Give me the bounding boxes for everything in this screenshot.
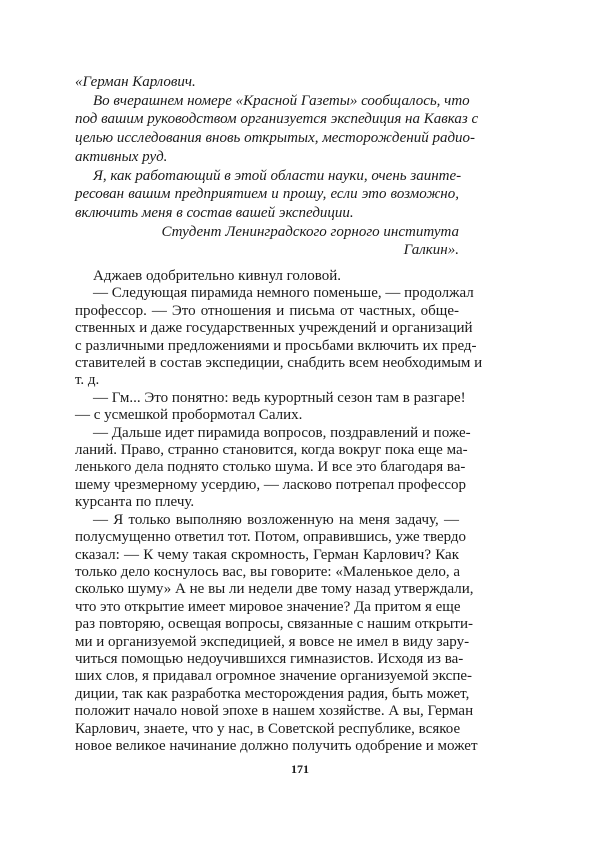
quoted-letter xyxy=(75,73,479,260)
text-line: читься помощью недоучившихся гимназистов. Исходя из ва- xyxy=(75,650,464,667)
text-line: только дело коснулось вас, вы говорите: «Маленькое дело, а xyxy=(75,563,461,580)
text-line: ми и организуемой экспедицией, я вовсе не имел в виду зару- xyxy=(75,633,470,650)
text-line: ланий. Право, странно становится, когда вокруг пока еще ма- xyxy=(75,442,468,459)
text-line: диции, так как разработка месторождения радия, быть может, xyxy=(75,685,470,702)
letter-signature-name: Галкин». xyxy=(403,242,459,259)
text-line: полусмущенно ответил тот. Потом, оправившись, уже твердо xyxy=(75,529,467,546)
letter-line: Я, как работающий в этой области науки, очень заинте- xyxy=(93,167,462,184)
text-line: сказал: — К чему такая скромность, Герман Карлович? Как xyxy=(75,546,459,563)
text-line: курсанта по плечу. xyxy=(75,494,195,511)
text-line: ленького дела поднято столько шума. И все это благодаря ва- xyxy=(75,459,466,476)
text-line: профессор. — Это отношения и письма от частных, обще- xyxy=(75,302,459,319)
text-line: Карлович, знаете, что у нас, в Советской республике, всякое xyxy=(75,720,461,737)
letter-line: Во вчерашнем номере «Красной Газеты» сообщалось, что xyxy=(93,92,470,109)
text-line: ственных и даже государственных учреждений и организаций xyxy=(75,320,473,337)
text-line: новое великое начинание должно получить одобрение и может xyxy=(75,737,478,754)
text-line: раз повторяю, освещая вопросы, связанные с нашим открыти- xyxy=(75,616,473,633)
letter-line: ресован вашим предприятием и прошу, если это возможно, xyxy=(75,186,459,203)
letter-line: целью исследования вновь открытых, месторождений радио- xyxy=(75,130,476,147)
text-line: ставителей в состав экспедиции, снабдить всем необходимым и xyxy=(75,355,483,372)
letter-line: «Герман Карлович. xyxy=(75,74,196,90)
letter-line: активных руд. xyxy=(75,148,168,165)
body-text xyxy=(75,268,483,755)
text-line: — Я только выполняю возложенную на меня задачу, — xyxy=(93,511,459,528)
text-line: шему чрезмерному усердию, — ласково потрепал профессор xyxy=(75,476,467,493)
text-line: — Дальше идет пирамида вопросов, поздравлений и поже- xyxy=(93,424,471,441)
text-line: сколько шуму» А не вы ли недели две тому назад утверждали, xyxy=(75,581,474,598)
letter-line: под вашим руководством организуется экспедиция на Кавказ с xyxy=(75,111,479,128)
text-line: что это открытие имеет мировое значение? Да притом я еще xyxy=(75,598,461,615)
text-line: — Следующая пирамида немного поменьше, — продолжал xyxy=(93,285,474,302)
text-line: Аджаев одобрительно кивнул головой. xyxy=(93,268,341,284)
text-line: положит начало новой эпохе в нашем хозяйстве. А вы, Герман xyxy=(75,703,474,720)
text-line: — с усмешкой пробормотал Салих. xyxy=(75,407,303,424)
letter-line: включить меня в состав вашей экспедиции. xyxy=(75,204,354,221)
page-number: 171 xyxy=(291,762,309,776)
text-line: ших слов, я придавал огромное значение организуемой экспе- xyxy=(75,668,473,685)
text-line: с различными предложениями и просьбами включить их пред- xyxy=(75,337,477,354)
text-line: т. д. xyxy=(75,372,100,389)
text-line: — Гм... Это понятно: ведь курортный сезон там в разгаре! xyxy=(93,389,466,406)
letter-signature: Студент Ленинградского горного института xyxy=(161,223,459,240)
